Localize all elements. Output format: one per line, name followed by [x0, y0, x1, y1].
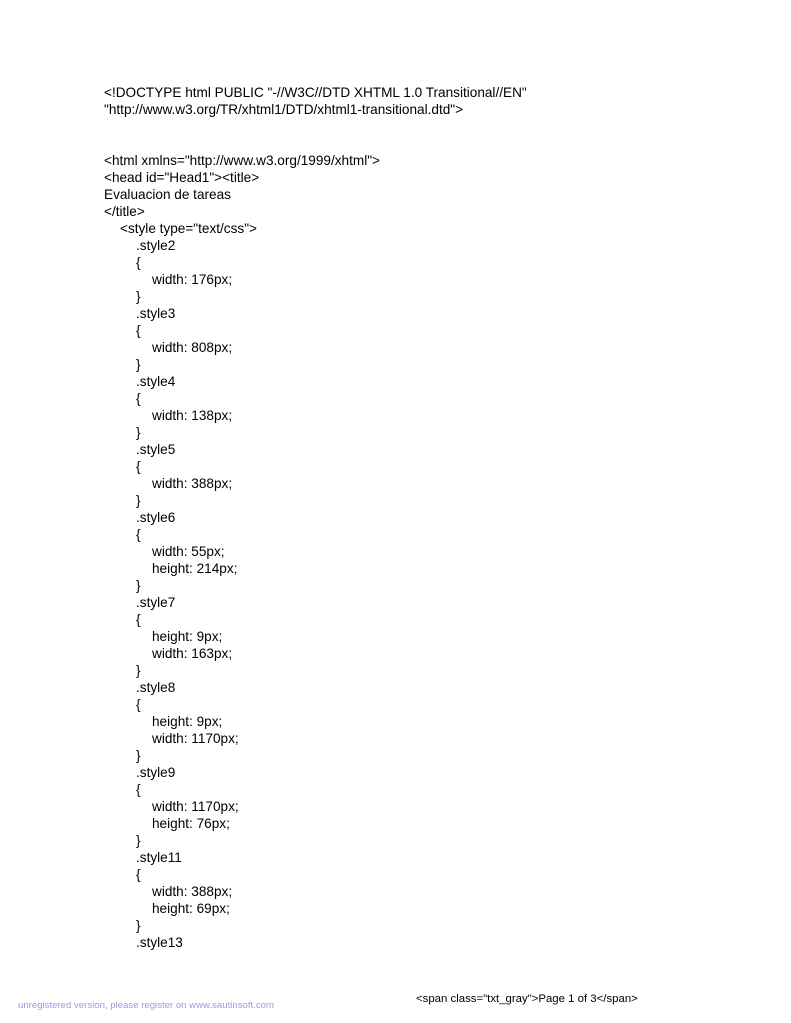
code-line: } — [136, 493, 141, 508]
code-line: } — [136, 833, 141, 848]
code-line: .style5 — [136, 442, 176, 457]
code-line: { — [136, 867, 141, 882]
code-line — [104, 118, 764, 135]
code-line: width: 388px; — [152, 476, 233, 491]
code-line: } — [136, 663, 141, 678]
code-line: .style9 — [136, 765, 176, 780]
code-line: { — [136, 459, 141, 474]
code-line: width: 1170px; — [152, 731, 239, 746]
code-line: Evaluacion de tareas — [104, 187, 231, 202]
code-line: { — [136, 255, 141, 270]
unregistered-watermark: unregistered version, please register on www.sautinsoft.com — [18, 1000, 274, 1011]
code-line: width: 388px; — [152, 884, 233, 899]
page-number-footer: <span class="txt_gray">Page 1 of 3</span> — [416, 993, 638, 1005]
code-line: width: 1170px; — [152, 799, 239, 814]
code-line: <head id="Head1"><title> — [104, 170, 260, 185]
code-line — [104, 135, 764, 152]
code-line: .style13 — [136, 935, 183, 950]
code-line: { — [136, 782, 141, 797]
code-line: { — [136, 323, 141, 338]
code-line: } — [136, 748, 141, 763]
code-line: height: 214px; — [152, 561, 238, 576]
code-line: } — [136, 357, 141, 372]
code-line: width: 163px; — [152, 646, 233, 661]
code-line: } — [136, 425, 141, 440]
code-line: { — [136, 391, 141, 406]
code-line: .style3 — [136, 306, 176, 321]
code-line: <!DOCTYPE html PUBLIC "-//W3C//DTD XHTML 1.0 Transitional//EN" — [104, 85, 527, 100]
code-line: } — [136, 578, 141, 593]
code-line: </title> — [104, 204, 145, 219]
code-line: { — [136, 527, 141, 542]
code-line: width: 138px; — [152, 408, 233, 423]
code-line: height: 9px; — [152, 714, 223, 729]
code-line: <html xmlns="http://www.w3.org/1999/xhtml"> — [104, 153, 380, 168]
code-line: width: 176px; — [152, 272, 233, 287]
code-line: height: 76px; — [152, 816, 230, 831]
code-line: width: 55px; — [152, 544, 225, 559]
code-line: height: 69px; — [152, 901, 230, 916]
code-line: .style7 — [136, 595, 176, 610]
code-line: .style4 — [136, 374, 176, 389]
code-line: height: 9px; — [152, 629, 223, 644]
code-line: <style type="text/css"> — [120, 221, 257, 236]
code-line: width: 808px; — [152, 340, 233, 355]
source-code-text — [104, 84, 764, 951]
code-line: { — [136, 612, 141, 627]
code-line: } — [136, 918, 141, 933]
code-line: .style6 — [136, 510, 176, 525]
code-line: { — [136, 697, 141, 712]
code-line: "http://www.w3.org/TR/xhtml1/DTD/xhtml1-transitional.dtd"> — [104, 102, 464, 117]
code-line: .style2 — [136, 238, 176, 253]
code-line: } — [136, 289, 141, 304]
code-line: .style11 — [136, 850, 182, 865]
code-line: .style8 — [136, 680, 176, 695]
